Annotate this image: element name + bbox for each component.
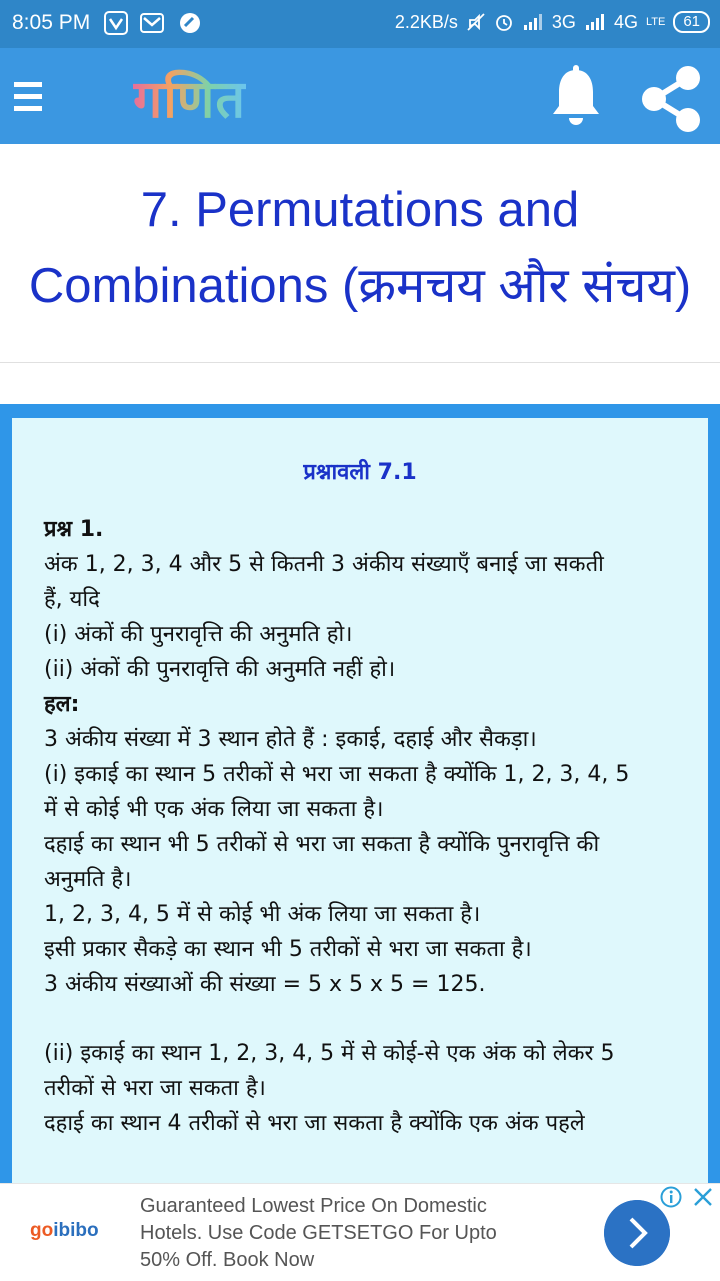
text-line: इसी प्रकार सैकड़े का स्थान भी 5 तरीकों से भरा जा सकता है।	[44, 937, 532, 962]
text-line: 1, 2, 3, 4, 5 में से कोई भी अंक लिया जा सकता है।	[44, 902, 481, 927]
battery-indicator: 61	[673, 11, 710, 33]
signal-icon-1	[522, 13, 544, 31]
text-line: अंक 1, 2, 3, 4 और 5 से कितनी 3 अंकीय संख्याएँ बनाई जा सकती	[44, 552, 604, 577]
text-line: (ii) इकाई का स्थान 1, 2, 3, 4, 5 में से कोई-से एक अंक को लेकर 5	[44, 1041, 615, 1066]
network-speed: 2.2KB/s	[394, 11, 458, 32]
text-line: अनुमति है।	[44, 867, 132, 892]
ad-close-icon[interactable]	[692, 1186, 714, 1208]
text-line: में से कोई भी एक अंक लिया जा सकता है।	[44, 797, 384, 822]
headline-line-2: Combinations (क्रमचय और संचय)	[28, 259, 692, 313]
content-frame	[0, 404, 720, 1184]
mute-icon	[466, 12, 486, 32]
text-line: दहाई का स्थान भी 5 तरीकों से भरा जा सकता है क्योंकि पुनरावृत्ति की	[44, 832, 600, 857]
divider	[0, 362, 720, 363]
status-bar	[0, 0, 720, 48]
signal-label-2: 4G	[613, 11, 638, 32]
exercise-card	[12, 418, 708, 1188]
status-right	[395, 11, 710, 33]
question-label: प्रश्न 1.	[44, 517, 104, 542]
signal-icon-2	[584, 13, 606, 31]
gmail-icon	[140, 11, 164, 35]
text-line: दहाई का स्थान 4 तरीकों से भरा जा सकता है क्योंकि एक अंक पहले	[44, 1111, 585, 1136]
app-title: गणित	[133, 62, 246, 133]
ad-info-icon[interactable]	[660, 1186, 682, 1208]
app-bar	[0, 48, 720, 144]
text-line: (i) इकाई का स्थान 5 तरीकों से भरा जा सकता है क्योंकि 1, 2, 3, 4, 5	[44, 762, 630, 787]
headline-line-1: 7. Permutations and	[140, 183, 580, 237]
menu-icon	[14, 82, 42, 87]
chapter-headline	[0, 150, 720, 360]
section-title: प्रश्नावली 7.1	[303, 460, 417, 485]
saavn-icon	[104, 11, 128, 35]
ad-banner[interactable]	[0, 1183, 720, 1281]
ad-go-button[interactable]	[604, 1200, 670, 1266]
ad-brand-logo: goibibo	[30, 1220, 99, 1241]
bell-icon[interactable]	[548, 64, 604, 128]
text-line: 3 अंकीय संख्या में 3 स्थान होते हैं : इकाई, दहाई और सैकड़ा।	[44, 727, 537, 752]
paragraph-gap	[44, 1002, 684, 1036]
text-line: हैं, यदि	[44, 587, 100, 612]
alarm-icon	[494, 12, 514, 32]
menu-button[interactable]	[14, 74, 44, 118]
text-line: 3 अंकीय संख्याओं की संख्या = 5 x 5 x 5 = 125.	[44, 972, 486, 997]
solution-text	[44, 512, 684, 1141]
text-line: (i) अंकों की पुनरावृत्ति की अनुमति हो।	[44, 622, 353, 647]
volte-label: LTE	[645, 15, 666, 28]
ad-text: Guaranteed Lowest Price On Domestic Hotels. Use Code GETSETGO For Upto 50% Off. Book Now	[140, 1195, 497, 1271]
solution-label: हल:	[44, 692, 80, 717]
app-dot-icon	[178, 11, 202, 35]
status-time: 8:05 PM	[12, 11, 91, 34]
signal-label-1: 3G	[551, 11, 576, 32]
share-icon[interactable]	[636, 64, 706, 134]
text-line: (ii) अंकों की पुनरावृत्ति की अनुमति नहीं हो।	[44, 657, 396, 682]
text-line: तरीकों से भरा जा सकता है।	[44, 1076, 266, 1101]
